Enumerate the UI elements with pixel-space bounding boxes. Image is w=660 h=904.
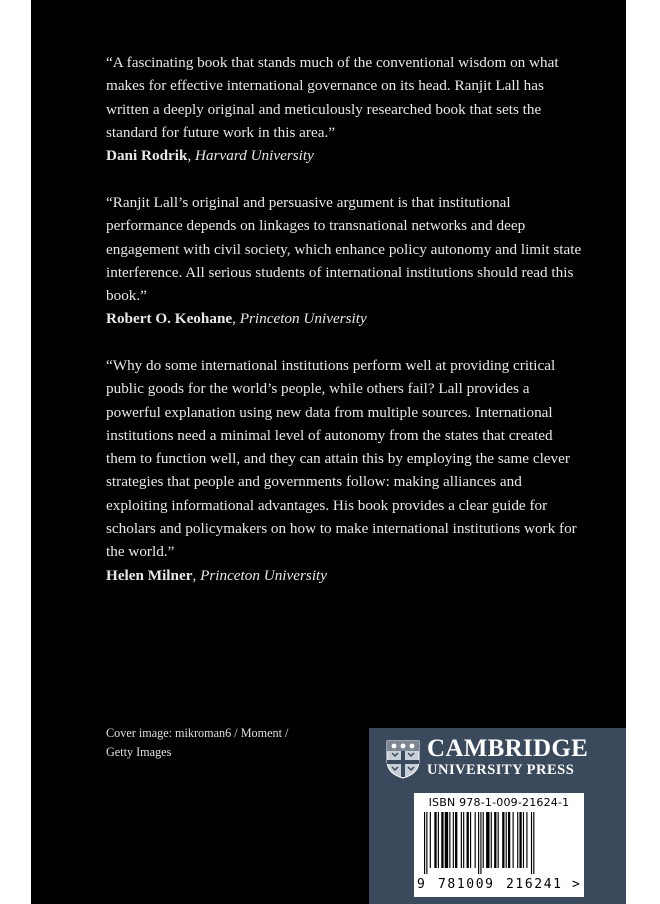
endorser-institution: Princeton University [200,566,328,584]
barcode-digits-right: 216241 [506,877,563,892]
barcode-lead-digit: 9 [417,877,425,892]
endorser-name: Dani Rodrik [106,147,188,165]
cover-image-credit: Cover image: mikroman6 / Moment / Getty Images [106,726,289,759]
back-cover [31,0,626,904]
cambridge-crest-icon [385,739,421,779]
endorsement-keohane [106,191,586,331]
barcode-label [414,793,584,897]
barcode-icon [424,812,574,874]
endorser-name: Helen Milner [106,566,193,584]
endorsement-text: “Ranjit Lall’s original and persuasive argument is that institutional performance depends on linkages to transnational networks and deep engagement with civil society, which enhance policy autonomy and limit state interference. All serious students of international institutions should read this book.” [106,194,582,305]
endorsement-attribution: Robert O. Keohane, Princeton University [106,310,367,328]
endorsement-text: “A fascinating book that stands much of the conventional wisdom on what makes for effective international governance on its head. Ranjit Lall has written a deeply original and meticulously researched book that sets the standard for future work in this area.” [106,54,559,141]
endorser-institution: Harvard University [195,147,314,165]
publisher-name-line1: CAMBRIDGE [427,735,589,762]
barcode-tail: > [572,877,580,892]
endorsement-attribution: Dani Rodrik, Harvard University [106,147,314,165]
barcode-digits-left: 781009 [438,877,495,892]
publisher-name [427,736,588,778]
endorsement-text: “Why do some international institutions perform well at providing critical public goods for the world’s people, while others fail? Lall provides a powerful explanation using new data from multiple sources. International institutions need a minimal level of autonomy from the states that created them to function well, and they can attain this by employing the same clever strategies that people and governments follow: making alliances and exploiting informational advantages. His book provides a clear guide for scholars and policymakers on how to make international institutions work for the world.” [106,357,577,561]
endorser-institution: Princeton University [239,310,367,328]
endorsement-milner [106,354,586,587]
endorsement-attribution: Helen Milner, Princeton University [106,566,328,584]
publisher-name-line2: UNIVERSITY PRESS [427,762,575,778]
endorser-name: Robert O. Keohane [106,310,233,328]
publisher-panel [369,728,626,904]
endorsement-rodrik [106,51,586,167]
isbn-number: ISBN 978-1-009-21624-1 [428,796,570,809]
